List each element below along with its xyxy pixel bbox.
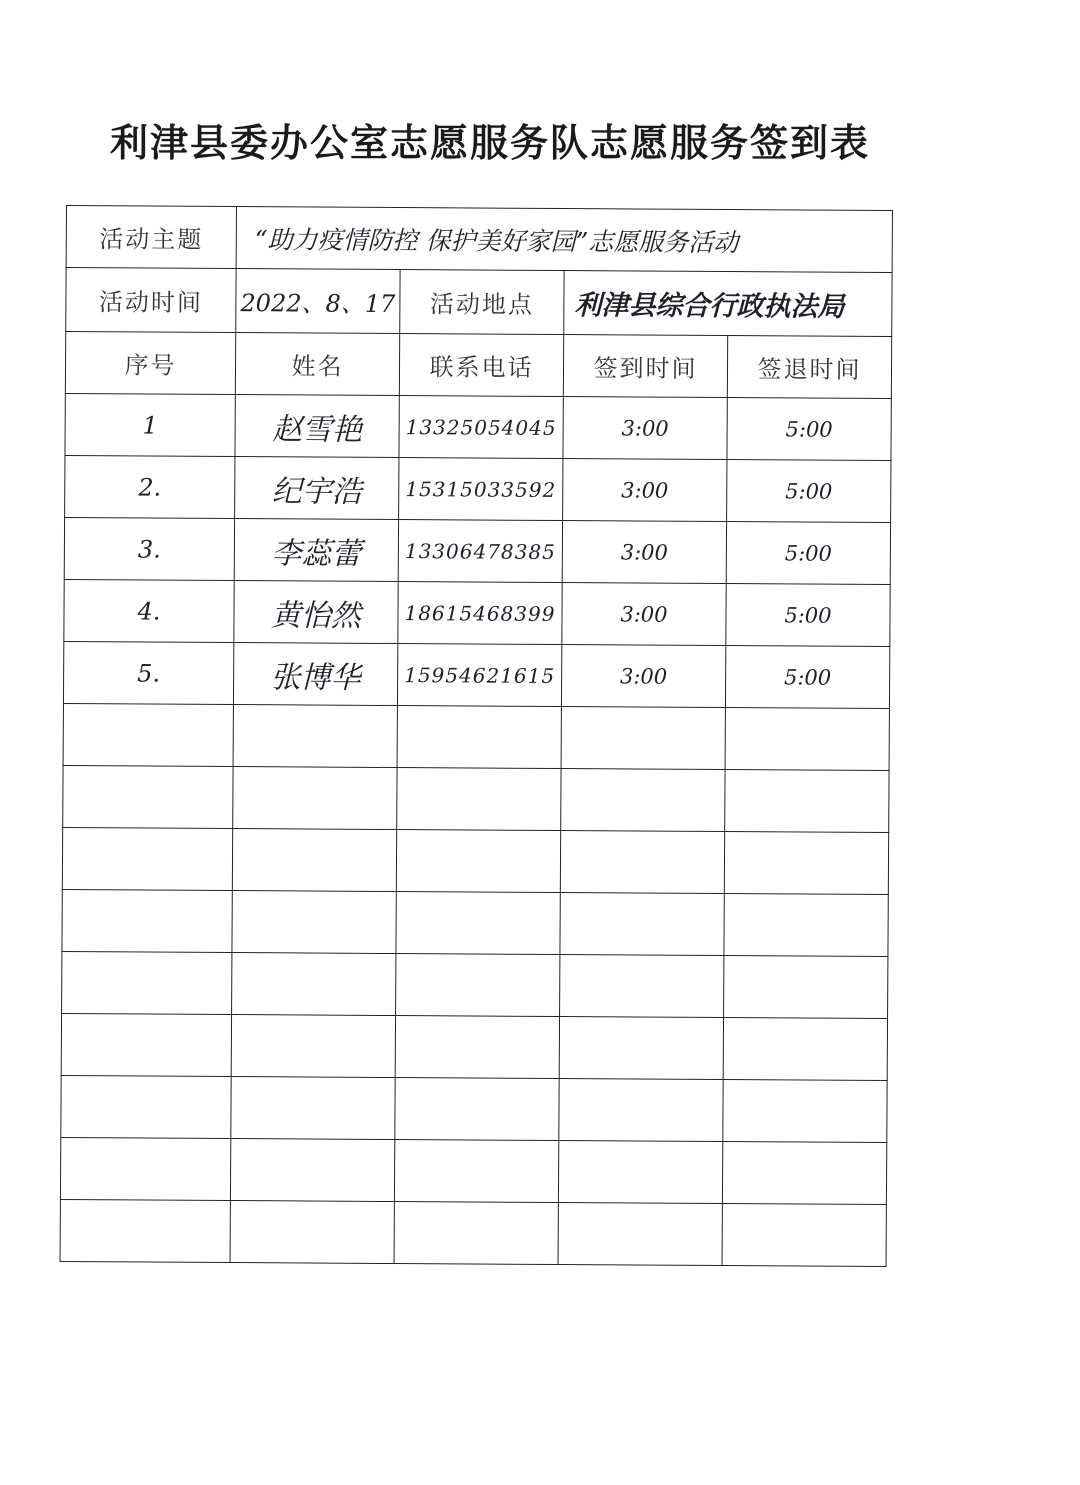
table-row <box>64 579 890 646</box>
row-index: 4. <box>64 579 234 642</box>
theme-row <box>66 206 892 273</box>
table-row <box>65 455 891 522</box>
empty-row <box>61 1075 887 1142</box>
row-phone: 15315033592 <box>399 458 563 521</box>
time-value: 2022、8、17 <box>236 269 400 334</box>
table-row <box>64 517 890 584</box>
header-sign-out: 签退时间 <box>727 336 891 399</box>
row-phone: 18615468399 <box>398 582 562 645</box>
row-sign-out: 5:00 <box>727 460 891 523</box>
empty-row <box>60 1137 886 1204</box>
header-sign-in: 签到时间 <box>563 335 727 398</box>
empty-row <box>62 951 888 1018</box>
row-name: 赵雪艳 <box>235 395 399 458</box>
row-phone: 13306478385 <box>398 520 562 583</box>
row-sign-in: 3:00 <box>561 645 725 708</box>
row-index: 2. <box>65 455 235 518</box>
row-sign-out: 5:00 <box>726 522 890 585</box>
row-name: 李蕊蕾 <box>234 519 398 582</box>
theme-value: “助力疫情防控 保护美好家园”志愿服务活动 <box>254 224 739 257</box>
header-index: 序号 <box>65 332 235 395</box>
theme-cell <box>236 207 892 273</box>
place-value: 利津县综合行政执法局 <box>564 271 892 337</box>
table-row <box>65 393 891 460</box>
empty-row <box>60 1199 886 1266</box>
page-title: 利津县委办公室志愿服务队志愿服务签到表 <box>109 120 870 165</box>
row-sign-out: 5:00 <box>725 646 889 709</box>
place-label: 活动地点 <box>400 270 564 335</box>
row-sign-in: 3:00 <box>563 397 727 460</box>
header-phone: 联系电话 <box>399 334 563 397</box>
row-phone: 15954621615 <box>397 644 561 707</box>
row-phone: 13325054045 <box>399 396 563 459</box>
row-index: 5. <box>63 641 233 704</box>
row-sign-out: 5:00 <box>727 398 891 461</box>
empty-row <box>62 827 888 894</box>
header-row <box>65 332 891 399</box>
empty-row <box>63 703 889 770</box>
time-label: 活动时间 <box>66 268 236 333</box>
row-sign-out: 5:00 <box>726 584 890 647</box>
empty-row <box>63 765 889 832</box>
table-row <box>63 641 889 708</box>
row-index: 3. <box>64 517 234 580</box>
row-index: 1 <box>65 393 235 456</box>
sign-in-sheet <box>60 205 893 1267</box>
header-name: 姓名 <box>235 333 399 396</box>
time-place-row <box>66 268 892 337</box>
row-name: 张博华 <box>233 643 397 706</box>
empty-row <box>61 1013 887 1080</box>
row-sign-in: 3:00 <box>562 521 726 584</box>
theme-label: 活动主题 <box>66 206 236 269</box>
row-name: 黄怡然 <box>234 581 398 644</box>
row-sign-in: 3:00 <box>562 583 726 646</box>
empty-row <box>62 889 888 956</box>
row-name: 纪宇浩 <box>235 457 399 520</box>
row-sign-in: 3:00 <box>563 459 727 522</box>
